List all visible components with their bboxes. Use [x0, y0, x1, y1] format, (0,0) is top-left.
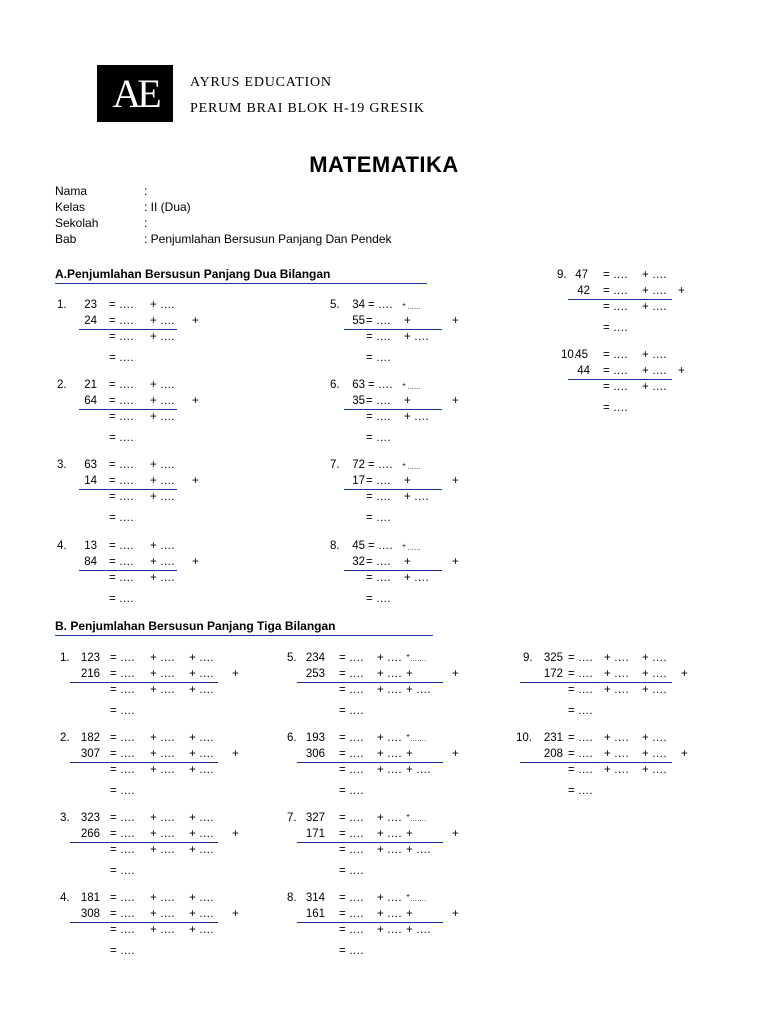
page-title: MATEMATIKA: [309, 152, 459, 177]
answer-blank: = ….: [109, 352, 134, 364]
answer-blank: = ….: [339, 865, 364, 877]
problem-number: 9.: [523, 652, 533, 664]
answer-blank: …….: [410, 656, 426, 663]
addend-bottom: 308: [80, 908, 100, 920]
answer-blank: + ….: [406, 844, 431, 856]
addend-top: 181: [80, 892, 100, 904]
problem-number: 3.: [60, 812, 70, 824]
answer-blank: = ….: [366, 411, 391, 423]
info-label: Bab: [55, 232, 77, 246]
answer-blank: = ….: [109, 315, 134, 327]
answer-blank: ……: [407, 304, 421, 311]
answer-blank: + ….: [150, 764, 175, 776]
answer-blank: = ….: [109, 512, 134, 524]
answer-blank: = ….: [109, 432, 134, 444]
answer-blank: + ….: [377, 748, 402, 760]
answer-blank: + ….: [642, 748, 667, 760]
answer-underline: [520, 682, 672, 683]
answer-blank: = ….: [110, 945, 135, 957]
answer-blank: + ….: [377, 828, 402, 840]
answer-underline: [70, 842, 218, 843]
info-value: : Penjumlahan Bersusun Panjang Dan Pendek: [144, 232, 392, 246]
answer-underline: [79, 329, 177, 330]
school-logo: AE: [97, 65, 173, 122]
problem-number: 6.: [287, 732, 297, 744]
addend-bottom: 171: [305, 828, 325, 840]
problem-number: 5.: [330, 299, 340, 311]
answer-underline: [568, 299, 672, 300]
answer-blank: + ….: [150, 556, 175, 568]
addend-top: 182: [80, 732, 100, 744]
addend-bottom: 307: [80, 748, 100, 760]
section-a-title: [55, 267, 330, 281]
answer-blank: + ….: [150, 540, 175, 552]
answer-blank: = ….: [110, 705, 135, 717]
answer-blank: = ….: [568, 748, 593, 760]
plus-sign: +: [406, 828, 413, 840]
answer-blank: = ….: [366, 491, 391, 503]
plus-sign: +: [678, 365, 685, 377]
plus-sign: +: [406, 733, 411, 740]
problem-number: 2.: [57, 379, 67, 391]
info-label: Sekolah: [55, 216, 99, 230]
answer-blank: + ….: [150, 828, 175, 840]
plus-sign: +: [404, 475, 411, 487]
answer-blank: + ….: [642, 285, 667, 297]
answer-blank: + ….: [150, 668, 175, 680]
answer-blank: + ….: [642, 668, 667, 680]
addend-bottom: 306: [305, 748, 325, 760]
answer-blank: + ….: [404, 411, 429, 423]
answer-underline: [344, 329, 442, 330]
answer-blank: = ….: [339, 652, 364, 664]
plus-sign: +: [452, 475, 459, 487]
plus-sign: +: [452, 668, 459, 680]
answer-blank: = ….: [366, 315, 391, 327]
answer-underline: [70, 922, 218, 923]
answer-blank: = ….: [110, 892, 135, 904]
school-address: PERUM BRAI BLOK H-19 GRESIK: [190, 101, 425, 116]
answer-blank: = ….: [366, 352, 391, 364]
addend-top: 47: [575, 269, 588, 281]
answer-blank: = ….: [603, 269, 628, 281]
plus-sign: +: [232, 668, 239, 680]
problem-number: 4.: [57, 540, 67, 552]
answer-underline: [344, 489, 442, 490]
plus-sign: +: [452, 315, 459, 327]
answer-blank: + ….: [642, 349, 667, 361]
answer-blank: = ….: [109, 556, 134, 568]
answer-blank: + ….: [189, 908, 214, 920]
answer-blank: + ….: [377, 924, 402, 936]
addend-top: 13: [84, 540, 97, 552]
answer-blank: = ….: [366, 572, 391, 584]
answer-blank: + ….: [642, 684, 667, 696]
answer-blank: + ….: [604, 748, 629, 760]
answer-blank: + ….: [189, 844, 214, 856]
answer-blank: + ….: [642, 301, 667, 313]
answer-blank: + ….: [150, 812, 175, 824]
answer-blank: = ….: [339, 785, 364, 797]
answer-underline: [79, 489, 177, 490]
answer-blank: + ….: [377, 908, 402, 920]
problem-number: 2.: [60, 732, 70, 744]
answer-blank: = ….: [339, 908, 364, 920]
answer-blank: + ….: [377, 732, 402, 744]
answer-blank: + ….: [406, 684, 431, 696]
answer-blank: = ….: [339, 892, 364, 904]
addend-top: 193: [305, 732, 325, 744]
answer-blank: = ….: [603, 349, 628, 361]
addend-bottom: 253: [305, 668, 325, 680]
answer-blank: = ….: [110, 844, 135, 856]
answer-blank: = ….: [110, 652, 135, 664]
info-label: Kelas: [55, 200, 86, 214]
answer-blank: = ….: [109, 593, 134, 605]
problem-number: 3.: [57, 459, 67, 471]
info-value: :: [144, 216, 148, 230]
addend-top: 21: [84, 379, 97, 391]
problem-number: 5.: [287, 652, 297, 664]
problem-number: 8.: [330, 540, 340, 552]
answer-blank: + ….: [604, 764, 629, 776]
addend-top: 327: [305, 812, 325, 824]
answer-blank: = ….: [110, 865, 135, 877]
answer-underline: [344, 409, 442, 410]
plus-sign: +: [402, 382, 407, 389]
answer-blank: = ….: [603, 365, 628, 377]
plus-sign: +: [192, 395, 199, 407]
addend-top: 34: [352, 299, 365, 311]
answer-blank: + ….: [404, 572, 429, 584]
answer-blank: + ….: [189, 684, 214, 696]
answer-blank: + ….: [189, 668, 214, 680]
answer-blank: = ….: [366, 512, 391, 524]
answer-blank: = ….: [339, 844, 364, 856]
answer-blank: + ….: [150, 844, 175, 856]
plus-sign: +: [452, 908, 459, 920]
answer-blank: = ….: [368, 540, 393, 552]
answer-blank: = ….: [339, 668, 364, 680]
plus-sign: +: [404, 395, 411, 407]
answer-blank: = ….: [109, 540, 134, 552]
addend-top: 314: [305, 892, 325, 904]
addend-top: 63: [84, 459, 97, 471]
answer-blank: = ….: [339, 705, 364, 717]
answer-blank: = ….: [366, 475, 391, 487]
addend-bottom: 14: [84, 475, 97, 487]
plus-sign: +: [404, 556, 411, 568]
answer-blank: + ….: [189, 924, 214, 936]
answer-blank: = ….: [568, 732, 593, 744]
answer-blank: = ….: [366, 395, 391, 407]
problem-number: 7.: [287, 812, 297, 824]
answer-blank: + ….: [150, 331, 175, 343]
answer-blank: = ….: [603, 381, 628, 393]
answer-blank: + ….: [189, 652, 214, 664]
answer-blank: + ….: [150, 315, 175, 327]
answer-underline: [79, 570, 177, 571]
answer-blank: = ….: [366, 331, 391, 343]
answer-blank: = ….: [110, 812, 135, 824]
answer-blank: …….: [410, 816, 426, 823]
answer-blank: + ….: [150, 924, 175, 936]
answer-blank: + ….: [604, 652, 629, 664]
answer-blank: = ….: [568, 764, 593, 776]
answer-blank: = ….: [603, 322, 628, 334]
section-b-title: [55, 619, 336, 633]
addend-top: 231: [543, 732, 563, 744]
answer-blank: = ….: [366, 593, 391, 605]
answer-blank: + ….: [377, 652, 402, 664]
section-b-title-text: B. Penjumlahan Bersusun Panjang Tiga Bilangan: [55, 619, 336, 633]
answer-blank: = ….: [109, 459, 134, 471]
answer-blank: = ….: [110, 684, 135, 696]
plus-sign: +: [232, 748, 239, 760]
answer-underline: [70, 682, 218, 683]
problem-number: 1.: [60, 652, 70, 664]
answer-blank: + ….: [604, 668, 629, 680]
answer-blank: = ….: [368, 379, 393, 391]
answer-blank: = ….: [110, 908, 135, 920]
problem-number: 10.: [516, 732, 532, 744]
answer-blank: = ….: [339, 764, 364, 776]
problem-number: 8.: [287, 892, 297, 904]
answer-blank: = ….: [603, 402, 628, 414]
addend-bottom: 208: [543, 748, 563, 760]
answer-blank: = ….: [339, 748, 364, 760]
answer-blank: + ….: [377, 812, 402, 824]
answer-blank: + ….: [150, 572, 175, 584]
answer-blank: + ….: [377, 764, 402, 776]
answer-blank: = ….: [568, 705, 593, 717]
addend-bottom: 172: [543, 668, 563, 680]
answer-underline: [520, 762, 672, 763]
addend-bottom: 32: [352, 556, 365, 568]
answer-blank: + ….: [377, 668, 402, 680]
answer-blank: + ….: [406, 924, 431, 936]
answer-underline: [297, 762, 443, 763]
plus-sign: +: [402, 462, 407, 469]
addend-bottom: 55: [352, 315, 365, 327]
answer-blank: = ….: [110, 764, 135, 776]
answer-blank: + ….: [642, 269, 667, 281]
addend-bottom: 266: [80, 828, 100, 840]
answer-blank: + ….: [150, 411, 175, 423]
addend-bottom: 84: [84, 556, 97, 568]
answer-blank: + ….: [377, 684, 402, 696]
answer-blank: + ….: [150, 908, 175, 920]
answer-blank: + ….: [150, 395, 175, 407]
problem-number: 6.: [330, 379, 340, 391]
answer-blank: + ….: [604, 684, 629, 696]
answer-blank: = ….: [339, 828, 364, 840]
answer-blank: + ….: [406, 764, 431, 776]
answer-blank: = ….: [339, 684, 364, 696]
addend-top: 323: [80, 812, 100, 824]
answer-blank: ……: [407, 384, 421, 391]
addend-top: 72: [352, 459, 365, 471]
answer-blank: = ….: [109, 395, 134, 407]
addend-bottom: 161: [305, 908, 325, 920]
plus-sign: +: [681, 668, 688, 680]
answer-blank: + ….: [642, 365, 667, 377]
addend-bottom: 216: [80, 668, 100, 680]
answer-blank: + ….: [404, 491, 429, 503]
answer-blank: = ….: [110, 785, 135, 797]
plus-sign: +: [232, 828, 239, 840]
addend-bottom: 42: [577, 285, 590, 297]
answer-blank: + ….: [404, 331, 429, 343]
addend-top: 63: [352, 379, 365, 391]
problem-number: 9.: [557, 269, 567, 281]
answer-blank: ……: [407, 545, 421, 552]
answer-underline: [297, 682, 443, 683]
section-b-underline: [55, 635, 433, 636]
answer-blank: ……: [407, 464, 421, 471]
answer-blank: + ….: [642, 764, 667, 776]
answer-blank: = ….: [110, 924, 135, 936]
section-a-underline: [55, 283, 427, 284]
answer-blank: + ….: [150, 684, 175, 696]
plus-sign: +: [406, 748, 413, 760]
section-a-title-text: A.Penjumlahan Bersusun Panjang Dua Bilangan: [55, 267, 331, 281]
answer-blank: = ….: [366, 556, 391, 568]
plus-sign: +: [452, 828, 459, 840]
problem-number: 10.: [561, 349, 577, 361]
addend-bottom: 24: [84, 315, 97, 327]
answer-blank: = ….: [568, 668, 593, 680]
answer-underline: [79, 409, 177, 410]
plus-sign: +: [404, 315, 411, 327]
addend-bottom: 44: [577, 365, 590, 377]
answer-blank: + ….: [150, 652, 175, 664]
answer-blank: + ….: [189, 892, 214, 904]
addend-top: 45: [352, 540, 365, 552]
info-value: :: [144, 184, 148, 198]
plus-sign: +: [406, 908, 413, 920]
answer-blank: + ….: [189, 732, 214, 744]
answer-blank: = ….: [109, 491, 134, 503]
addend-bottom: 35: [352, 395, 365, 407]
problem-number: 7.: [330, 459, 340, 471]
addend-bottom: 17: [352, 475, 365, 487]
answer-blank: = ….: [109, 299, 134, 311]
problem-number: 4.: [60, 892, 70, 904]
addend-top: 45: [575, 349, 588, 361]
answer-blank: + ….: [150, 732, 175, 744]
answer-blank: = ….: [366, 432, 391, 444]
answer-blank: + ….: [189, 812, 214, 824]
plus-sign: +: [452, 395, 459, 407]
plus-sign: +: [406, 813, 411, 820]
school-name: AYRUS EDUCATION: [190, 75, 332, 90]
addend-top: 23: [84, 299, 97, 311]
answer-blank: + ….: [189, 748, 214, 760]
answer-underline: [344, 570, 442, 571]
addend-top: 234: [305, 652, 325, 664]
answer-blank: + ….: [150, 459, 175, 471]
addend-top: 325: [543, 652, 563, 664]
info-label: Nama: [55, 184, 88, 198]
answer-underline: [297, 842, 443, 843]
answer-blank: = ….: [109, 379, 134, 391]
problem-number: 1.: [57, 299, 67, 311]
plus-sign: +: [192, 556, 199, 568]
plus-sign: +: [406, 893, 411, 900]
plus-sign: +: [406, 668, 413, 680]
answer-blank: = ….: [568, 652, 593, 664]
answer-blank: + ….: [377, 892, 402, 904]
answer-blank: = ….: [568, 684, 593, 696]
answer-blank: = ….: [109, 411, 134, 423]
answer-blank: = ….: [110, 732, 135, 744]
addend-top: 123: [80, 652, 100, 664]
plus-sign: +: [192, 475, 199, 487]
answer-blank: = ….: [110, 668, 135, 680]
answer-blank: = ….: [339, 732, 364, 744]
answer-blank: + ….: [150, 748, 175, 760]
answer-blank: + ….: [150, 299, 175, 311]
answer-blank: + ….: [189, 764, 214, 776]
answer-blank: + ….: [642, 652, 667, 664]
answer-blank: + ….: [150, 491, 175, 503]
answer-blank: = ….: [568, 785, 593, 797]
plus-sign: +: [452, 748, 459, 760]
plus-sign: +: [452, 556, 459, 568]
answer-blank: + ….: [150, 475, 175, 487]
plus-sign: +: [402, 543, 407, 550]
answer-blank: + ….: [150, 892, 175, 904]
answer-blank: = ….: [110, 828, 135, 840]
answer-blank: = ….: [603, 285, 628, 297]
addend-bottom: 64: [84, 395, 97, 407]
plus-sign: +: [402, 302, 407, 309]
plus-sign: +: [232, 908, 239, 920]
answer-blank: = ….: [109, 331, 134, 343]
plus-sign: +: [681, 748, 688, 760]
answer-blank: = ….: [368, 459, 393, 471]
answer-blank: = ….: [109, 475, 134, 487]
answer-blank: + ….: [189, 828, 214, 840]
answer-blank: + ….: [377, 844, 402, 856]
answer-blank: = ….: [603, 301, 628, 313]
answer-underline: [568, 379, 672, 380]
plus-sign: +: [192, 315, 199, 327]
answer-blank: = ….: [368, 299, 393, 311]
answer-blank: = ….: [109, 572, 134, 584]
answer-blank: = ….: [110, 748, 135, 760]
plus-sign: +: [406, 653, 411, 660]
plus-sign: +: [678, 285, 685, 297]
answer-blank: …….: [410, 736, 426, 743]
answer-underline: [70, 762, 218, 763]
answer-blank: + ….: [642, 732, 667, 744]
answer-blank: = ….: [339, 812, 364, 824]
answer-underline: [297, 922, 443, 923]
answer-blank: + ….: [604, 732, 629, 744]
info-value: : II (Dua): [144, 200, 191, 214]
answer-blank: + ….: [642, 381, 667, 393]
answer-blank: + ….: [150, 379, 175, 391]
answer-blank: = ….: [339, 924, 364, 936]
answer-blank: …….: [410, 896, 426, 903]
answer-blank: = ….: [339, 945, 364, 957]
